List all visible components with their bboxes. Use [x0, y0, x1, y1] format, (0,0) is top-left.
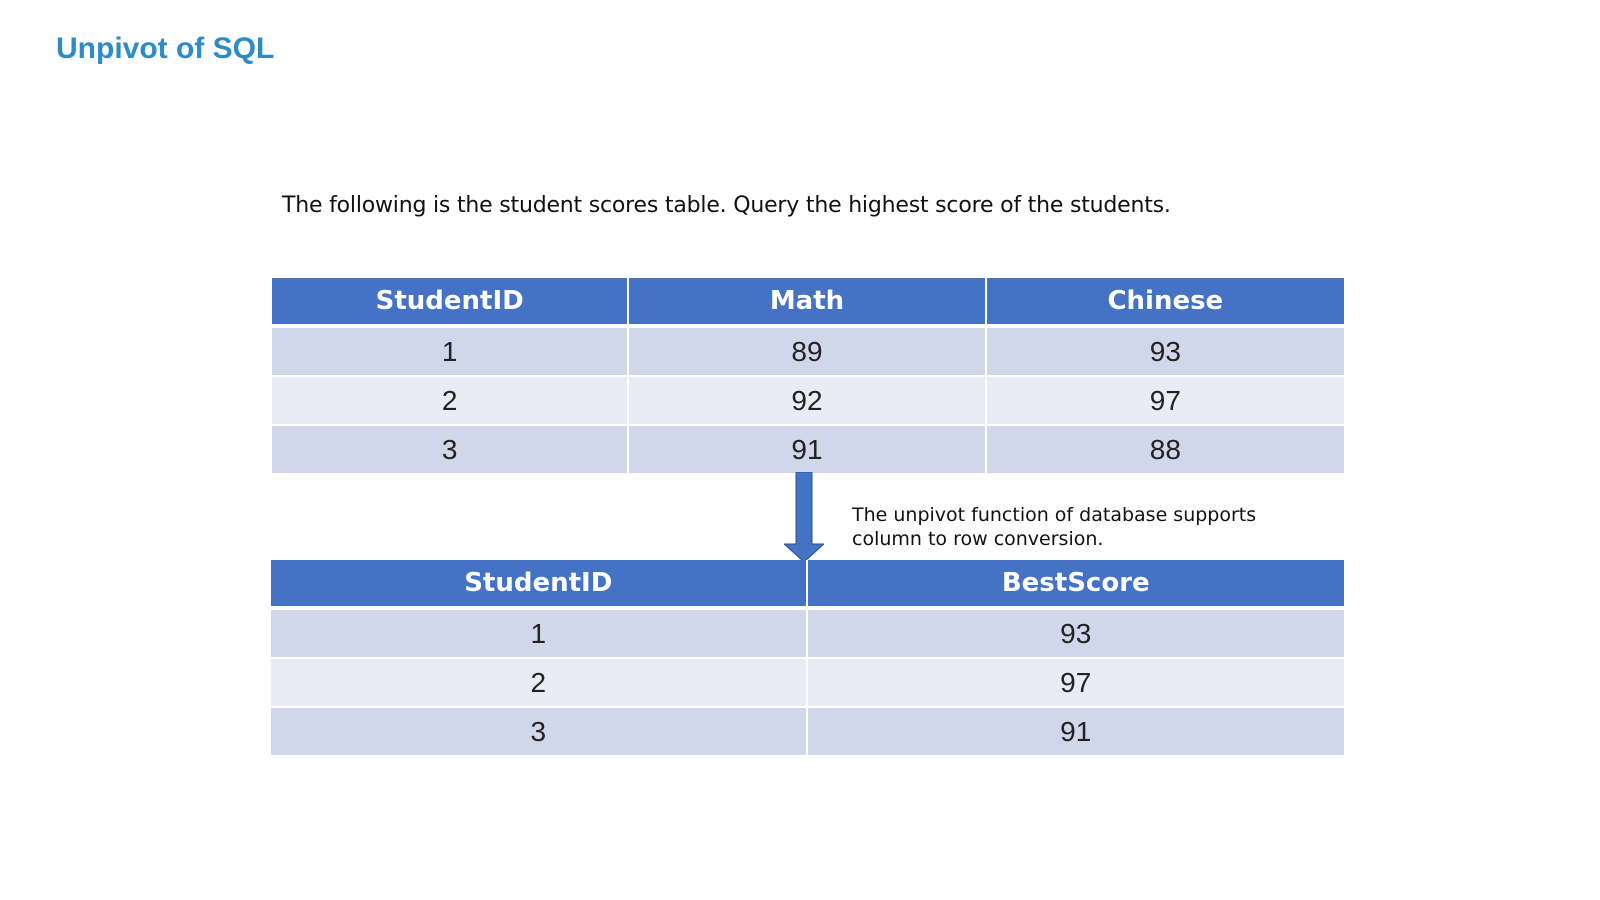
note-line-1: The unpivot function of database supports	[852, 504, 1257, 526]
column-header-chinese: Chinese	[987, 278, 1344, 328]
table-header-row	[272, 278, 1344, 328]
table-cell: 88	[987, 426, 1344, 473]
table-cell: 97	[987, 377, 1344, 426]
column-header-studentid: StudentID	[271, 560, 808, 610]
table-cell: 93	[808, 610, 1345, 659]
best-score-table	[271, 560, 1344, 755]
table-row	[271, 708, 1344, 755]
table-cell: 2	[272, 377, 629, 426]
table-header-row	[271, 560, 1344, 610]
note-line-2: column to row conversion.	[852, 528, 1104, 550]
table-cell: 2	[271, 659, 808, 708]
table-cell: 1	[272, 328, 629, 377]
table-cell: 3	[271, 708, 808, 755]
column-header-bestscore: BestScore	[808, 560, 1345, 610]
table-row	[272, 377, 1344, 426]
table-row	[272, 426, 1344, 473]
down-arrow-icon	[784, 472, 824, 562]
table-cell: 93	[987, 328, 1344, 377]
table-cell: 92	[629, 377, 986, 426]
intro-text: The following is the student scores table. Query the highest score of the students.	[282, 193, 1171, 218]
column-header-math: Math	[629, 278, 986, 328]
table-cell: 3	[272, 426, 629, 473]
table-row	[271, 610, 1344, 659]
table-cell: 1	[271, 610, 808, 659]
table-cell: 91	[808, 708, 1345, 755]
column-header-studentid: StudentID	[272, 278, 629, 328]
page-title: Unpivot of SQL	[56, 32, 275, 65]
table-cell: 97	[808, 659, 1345, 708]
unpivot-note	[852, 503, 1256, 551]
table-row	[272, 328, 1344, 377]
table-cell: 91	[629, 426, 986, 473]
table-cell: 89	[629, 328, 986, 377]
table-row	[271, 659, 1344, 708]
student-scores-table	[272, 278, 1344, 473]
